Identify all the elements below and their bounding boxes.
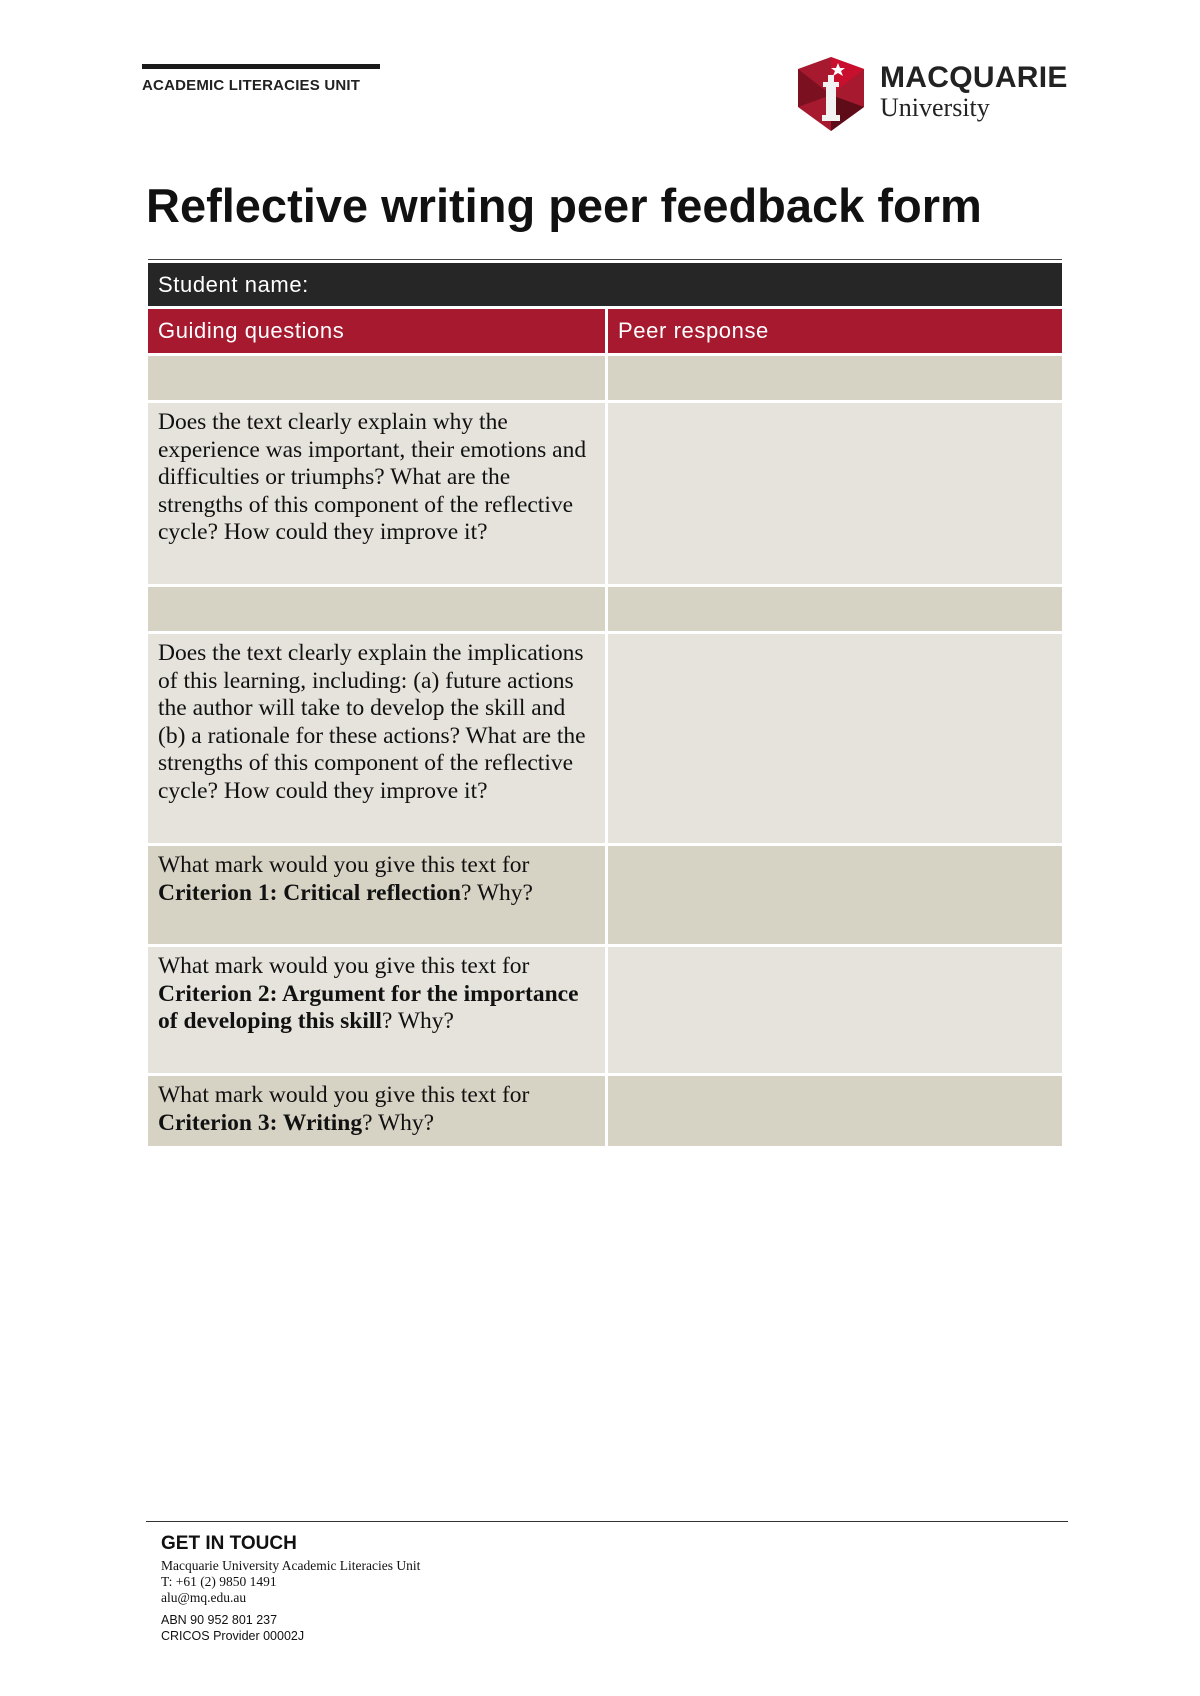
table-row bbox=[148, 356, 1062, 400]
column-header-questions: Guiding questions bbox=[148, 309, 605, 353]
question-text: ? Why? bbox=[381, 1008, 454, 1034]
question-cell bbox=[148, 947, 605, 1073]
response-cell[interactable] bbox=[608, 1076, 1062, 1146]
question-text: ? Why? bbox=[362, 1109, 435, 1136]
question-text: What mark would you give this text for bbox=[158, 953, 530, 979]
student-name-field[interactable] bbox=[148, 263, 1062, 306]
table-header-row bbox=[148, 309, 1062, 353]
response-cell[interactable] bbox=[608, 587, 1062, 631]
footer-phone: T: +61 (2) 9850 1491 bbox=[161, 1574, 277, 1589]
table-row bbox=[148, 947, 1062, 1073]
criterion-label: Criterion 2: Argument for the importance of developing this skill bbox=[158, 980, 579, 1034]
footer-cricos: CRICOS Provider 00002J bbox=[161, 1629, 305, 1643]
table-row bbox=[148, 403, 1062, 584]
header-rule bbox=[142, 64, 380, 69]
logo-subtitle: University bbox=[880, 93, 990, 122]
question-cell: Does the text clearly explain the implications of this learning, including: (a) future actions the author will take to develop the skill and (b) a rationale for these actions? What are the strengths of this component of the reflective cycle? How could they improve it? bbox=[148, 634, 605, 843]
footer-org: Macquarie University Academic Literacies Unit bbox=[161, 1558, 421, 1573]
column-header-response: Peer response bbox=[608, 309, 1062, 353]
feedback-table bbox=[148, 263, 1062, 1149]
question-text: ? Why? bbox=[461, 879, 533, 906]
question-cell-empty bbox=[148, 356, 605, 400]
question-cell bbox=[148, 846, 605, 944]
response-cell[interactable] bbox=[608, 634, 1062, 843]
question-text: What mark would you give this text for bbox=[158, 852, 530, 878]
student-name-label: Student name: bbox=[158, 271, 309, 297]
footer-rule bbox=[146, 1521, 1068, 1522]
table-top-rule bbox=[148, 259, 1062, 260]
table-row bbox=[148, 1076, 1062, 1146]
criterion-label: Criterion 1: Critical reflection bbox=[158, 879, 461, 906]
criterion-label: Criterion 3: Writing bbox=[158, 1109, 363, 1136]
question-cell: Does the text clearly explain why the experience was important, their emotions and difficulties or triumphs? What are the strengths of this component of the reflective cycle? How could they improve it? bbox=[148, 403, 605, 584]
shield-lighthouse-icon bbox=[796, 55, 866, 133]
response-cell[interactable] bbox=[608, 403, 1062, 584]
table-row bbox=[148, 634, 1062, 843]
university-logo bbox=[796, 55, 1066, 135]
footer-email[interactable]: alu@mq.edu.au bbox=[161, 1590, 247, 1605]
response-cell[interactable] bbox=[608, 846, 1062, 944]
logo-wordmark: MACQUARIE bbox=[880, 61, 1068, 94]
question-cell bbox=[148, 1076, 605, 1146]
table-row bbox=[148, 587, 1062, 631]
question-text: What mark would you give this text for bbox=[158, 1082, 530, 1108]
footer-abn: ABN 90 952 801 237 bbox=[161, 1613, 278, 1627]
table-row bbox=[148, 846, 1062, 944]
response-cell[interactable] bbox=[608, 947, 1062, 1073]
response-cell[interactable] bbox=[608, 356, 1062, 400]
footer-heading: GET IN TOUCH bbox=[161, 1533, 297, 1554]
page-title: Reflective writing peer feedback form bbox=[146, 179, 982, 232]
unit-label: ACADEMIC LITERACIES UNIT bbox=[142, 77, 361, 94]
question-cell-empty bbox=[148, 587, 605, 631]
